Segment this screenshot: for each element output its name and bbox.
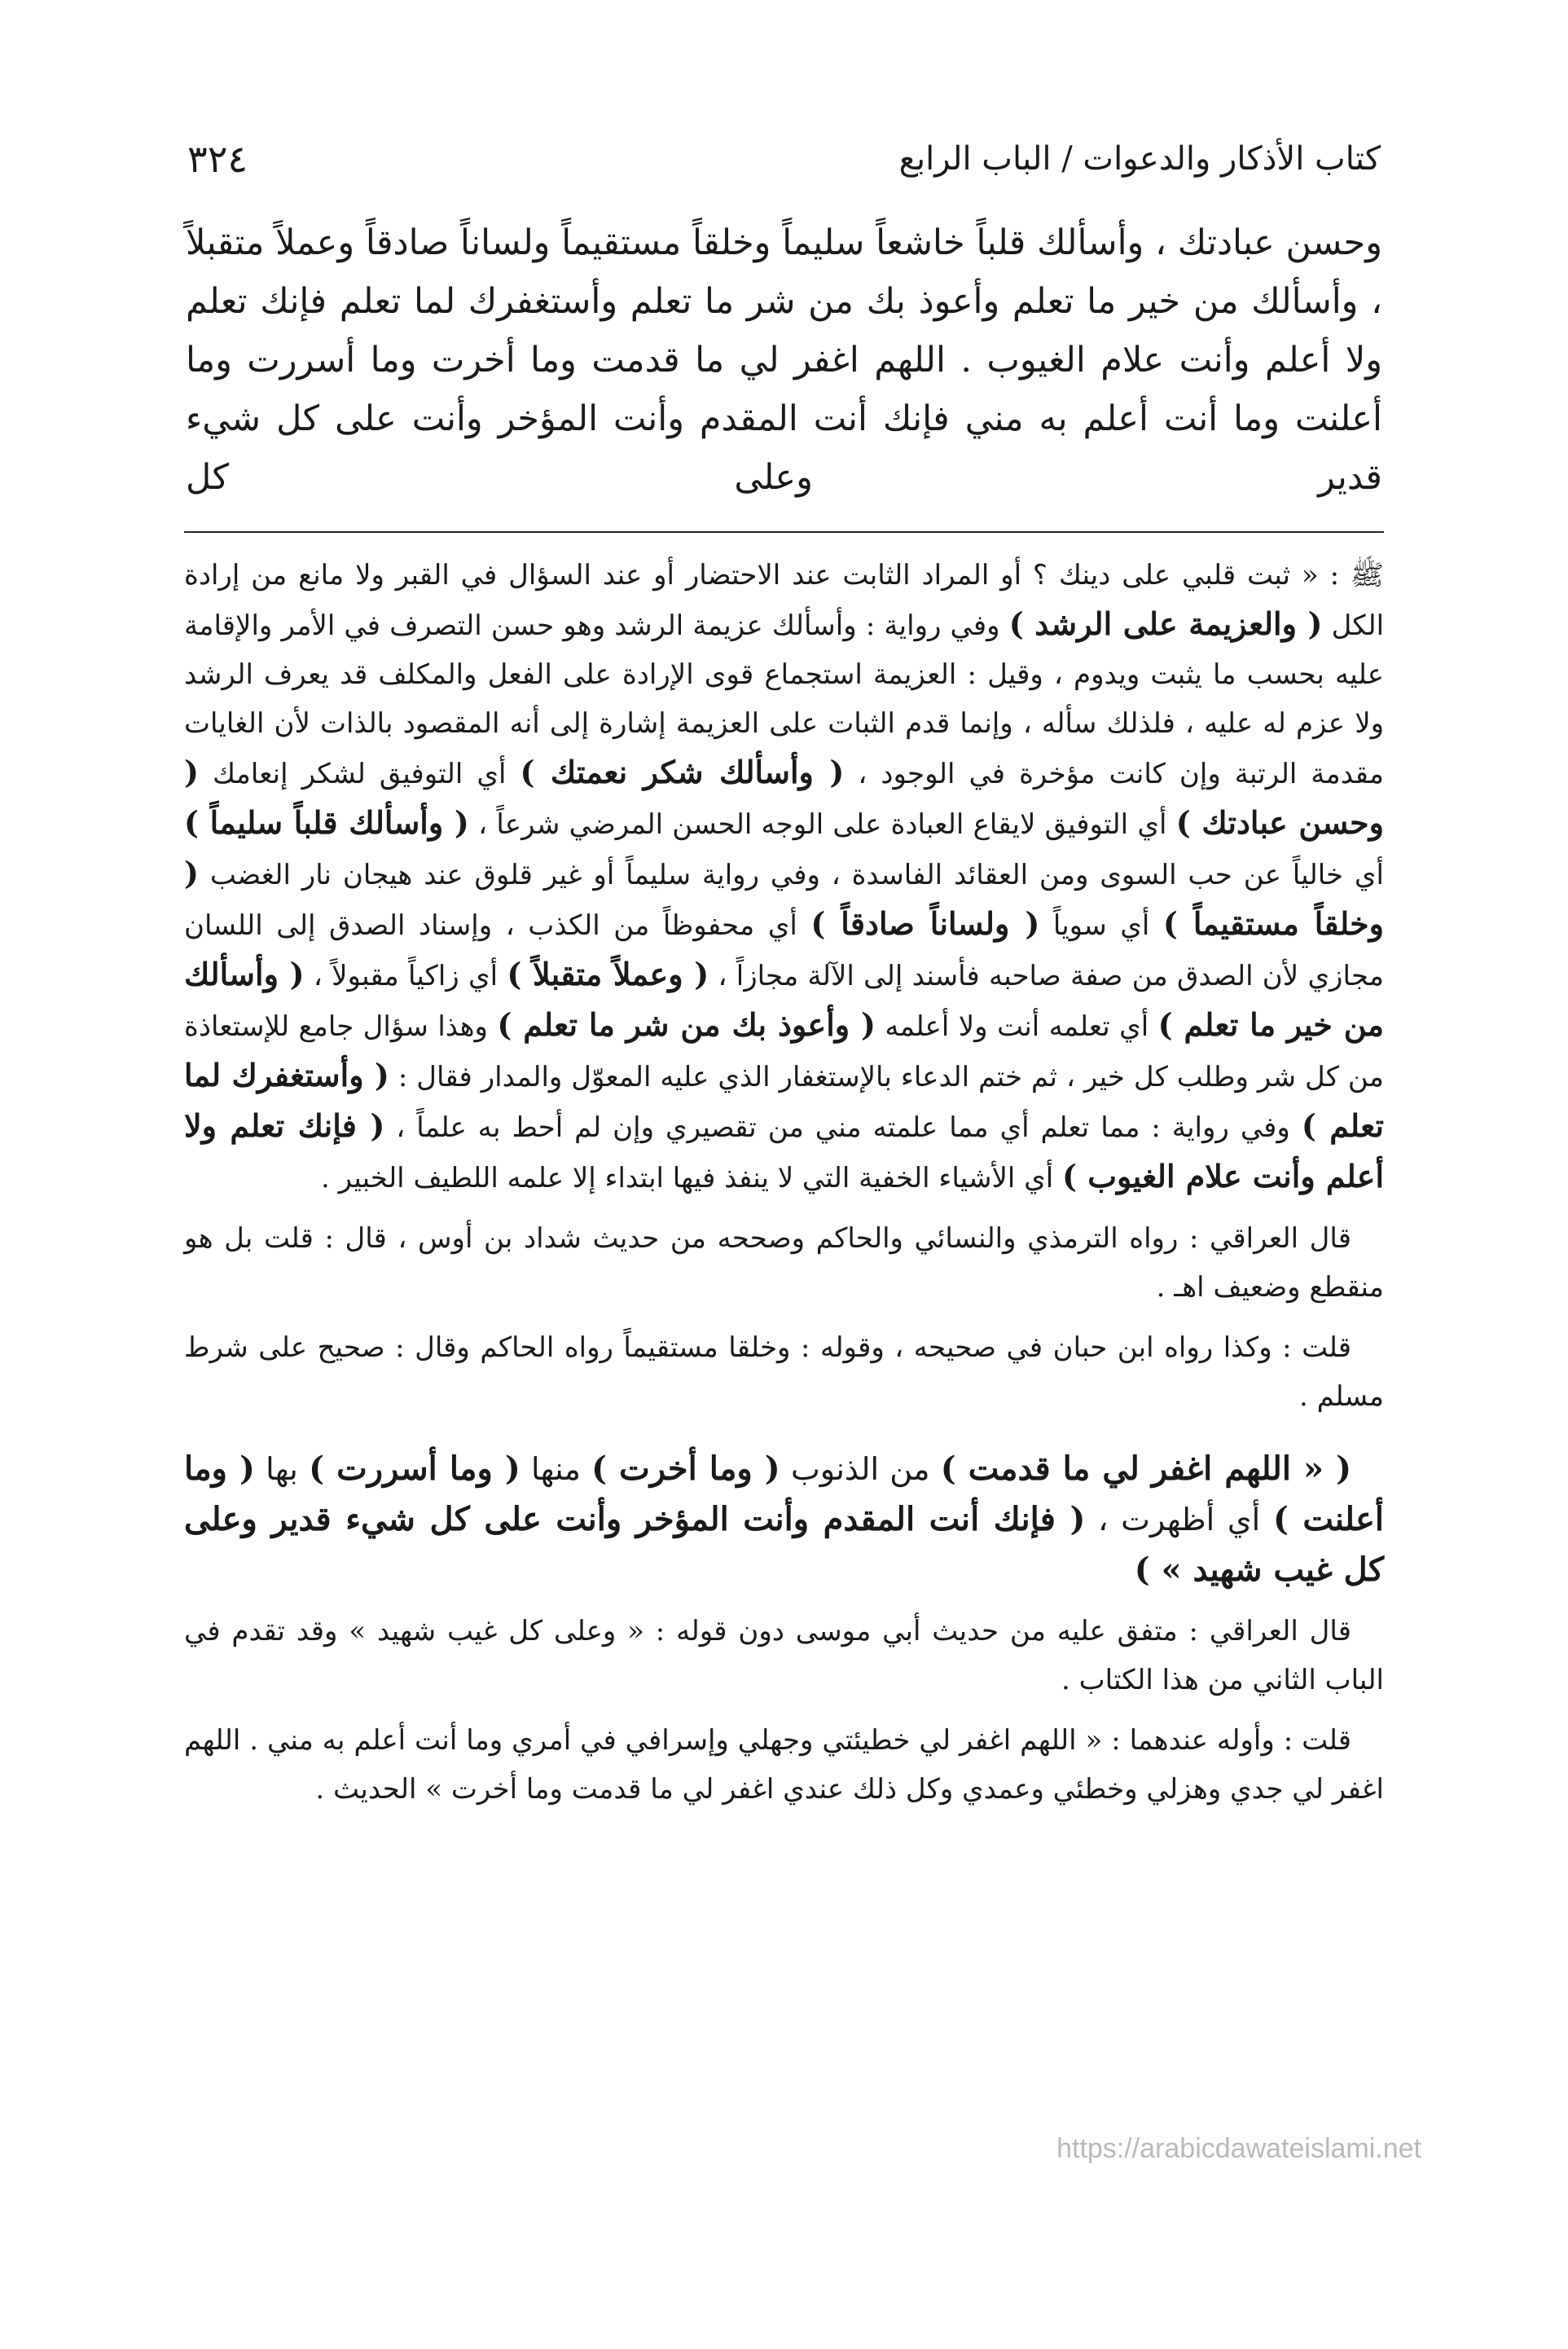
main-text-block	[186, 213, 1382, 507]
commentary-text-run: أي سوياً	[1039, 909, 1163, 942]
quote-text-run: أي أظهرت ،	[1085, 1502, 1273, 1537]
commentary-bold-phrase: ( وأسألك من خير ما تعلم )	[184, 956, 1385, 1043]
commentary-text-run: ﷺ : « ثبت قلبي على دينك ؟ أو المراد الثابت عند الاحتضار أو عند السؤال في القبر ولا مانع من إرادة الكل	[184, 559, 1385, 642]
commentary-bold-phrase: ( وخلقاً مستقيماً )	[184, 855, 1385, 942]
commentary-paragraph-4	[184, 1444, 1384, 1595]
quote-text-run: بها	[254, 1451, 310, 1487]
commentary-text-run: وفي رواية : مما تعلم أي مما علمته مني من تقصيري وإن لم أحط به علماً ،	[384, 1111, 1302, 1144]
commentary-paragraph-1	[184, 551, 1384, 1203]
commentary-bold-phrase: ( وعملاً متقبلاً )	[507, 956, 709, 992]
commentary-bold-phrase: ( وحسن عبادتك )	[184, 754, 1384, 841]
commentary-text-run: أي زاكياً مقبولاً ،	[304, 960, 507, 992]
quote-bold-phrase: ( وما أعلنت )	[184, 1449, 1385, 1538]
commentary-paragraph-5: قال العراقي : متفق عليه من حديث أبي موسى دون قوله : « وعلى كل غيب شهيد » وقد تقدم في الباب الثاني من هذا الكتاب .	[184, 1615, 1384, 1696]
quote-text-run: منها	[520, 1451, 592, 1487]
quote-bold-phrase: ( وما أخرت )	[591, 1449, 780, 1488]
page-header	[187, 130, 1381, 187]
commentary-bold-phrase: ( وأعوذ بك من شر ما تعلم )	[497, 1006, 876, 1043]
main-text: وحسن عبادتك ، وأسألك قلباً خاشعاً سليماً وخلقاً مستقيماً ولساناً صادقاً وعملاً متقبلاً ، وأسألك من خير ما تعلم وأعوذ بك من شر ما تعلم وأستغفرك لما تعلم فإنك تعلم ولا أعلم وأنت علام الغيوب . اللهم اغفر لي ما قدمت وما أخرت وما أسررت وما أعلنت وما أنت أعلم به مني فإنك أنت المقدم وأنت المؤخر وأنت على كل شيء قدير وعلى كل	[186, 222, 1382, 498]
watermark-url: https://arabicdawateislami.net	[1056, 2133, 1421, 2164]
commentary-paragraph-6: قلت : وأوله عندهما : « اللهم اغفر لي خطيئتي وجهلي وإسرافي في أمري وما أنت أعلم به مني . اللهم اغفر لي جدي وهزلي وخطئي وعمدي وكل ذلك عندي اغفر لي ما قدمت وما أخرت » الحديث .	[184, 1724, 1384, 1806]
commentary-text-run: أي محفوظاً من الكذب ، وإسناد الصدق إلى اللسان مجازي لأن الصدق من صفة صاحبه فأسند إلى الآلة مجازاً ،	[184, 909, 1384, 992]
commentary-paragraph-2: قال العراقي : رواه الترمذي والنسائي والحاكم وصححه من حديث شداد بن أوس ، قال : قلت بل هو منقطع وضعيف اهـ .	[184, 1222, 1384, 1304]
commentary-bold-phrase: ( وأسألك قلباً سليماً )	[184, 804, 469, 841]
quote-bold-phrase: ( « اللهم اغفر لي ما قدمت )	[940, 1449, 1352, 1488]
commentary-text-run: أي الأشياء الخفية التي لا ينفذ فيها ابتداء إلا علمه اللطيف الخبير .	[320, 1162, 1062, 1194]
commentary-text-run: أي التوفيق لشكر إنعامك	[198, 758, 520, 790]
commentary-text-run: أي التوفيق لايقاع العبادة على الوجه الحسن المرضي شرعاً ،	[468, 808, 1176, 841]
quote-text-run: من الذنوب	[780, 1451, 941, 1487]
commentary-bold-phrase: ( وأسألك شكر نعمتك )	[520, 754, 845, 790]
commentary-bold-phrase: ( والعزيمة على الرشد )	[1008, 605, 1323, 642]
quote-bold-phrase: ( وما أسررت )	[309, 1449, 520, 1488]
commentary-text-run: أي تعلمه أنت ولا أعلمه	[875, 1010, 1158, 1043]
commentary-text-run: وفي رواية : وأسألك عزيمة الرشد وهو حسن التصرف في الأمر والإقامة عليه بحسب ما يثبت ويدوم ، وقيل : العزيمة استجماع قوى الإرادة على الفعل والمكلف قد يعرف الرشد ولا عزم له عليه ، فلذلك سأله ، وإنما قدم الثبات على العزيمة إشارة إلى أنه المقصود بالذات لأن الغايات مقدمة الرتبة وإن كانت مؤخرة في الوجود ،	[184, 609, 1385, 790]
commentary-block	[184, 551, 1384, 1825]
commentary-text-run: وهذا سؤال جامع للإستعاذة من كل شر وطلب كل خير ، ثم ختم الدعاء بالإستغفار الذي عليه المعوّل والمدار فقال :	[184, 1010, 1384, 1093]
running-title: كتاب الأذكار والدعوات / الباب الرابع	[898, 140, 1381, 178]
page-number: ٣٢٤	[187, 137, 248, 181]
commentary-text-run: أي خالياً عن حب السوى ومن العقائد الفاسدة ، وفي رواية سليماً أو غير قلوق عند هيجان نار الغضب	[198, 859, 1384, 891]
commentary-bold-phrase: ( فإنك تعلم ولا أعلم وأنت علام الغيوب )	[184, 1107, 1384, 1194]
commentary-bold-phrase: ( ولساناً صادقاً )	[810, 905, 1040, 942]
commentary-bold-phrase: ( وأستغفرك لما تعلم )	[184, 1057, 1384, 1144]
commentary-paragraph-3: قلت : وكذا رواه ابن حبان في صحيحه ، وقوله : وخلقا مستقيماً رواه الحاكم وقال : صحيح على شرط مسلم .	[184, 1331, 1384, 1413]
footnote-divider	[184, 531, 1384, 533]
quote-bold-phrase: ( فإنك أنت المقدم وأنت المؤخر وأنت على كل شيء قدير وعلى كل غيب شهيد » )	[184, 1500, 1384, 1589]
